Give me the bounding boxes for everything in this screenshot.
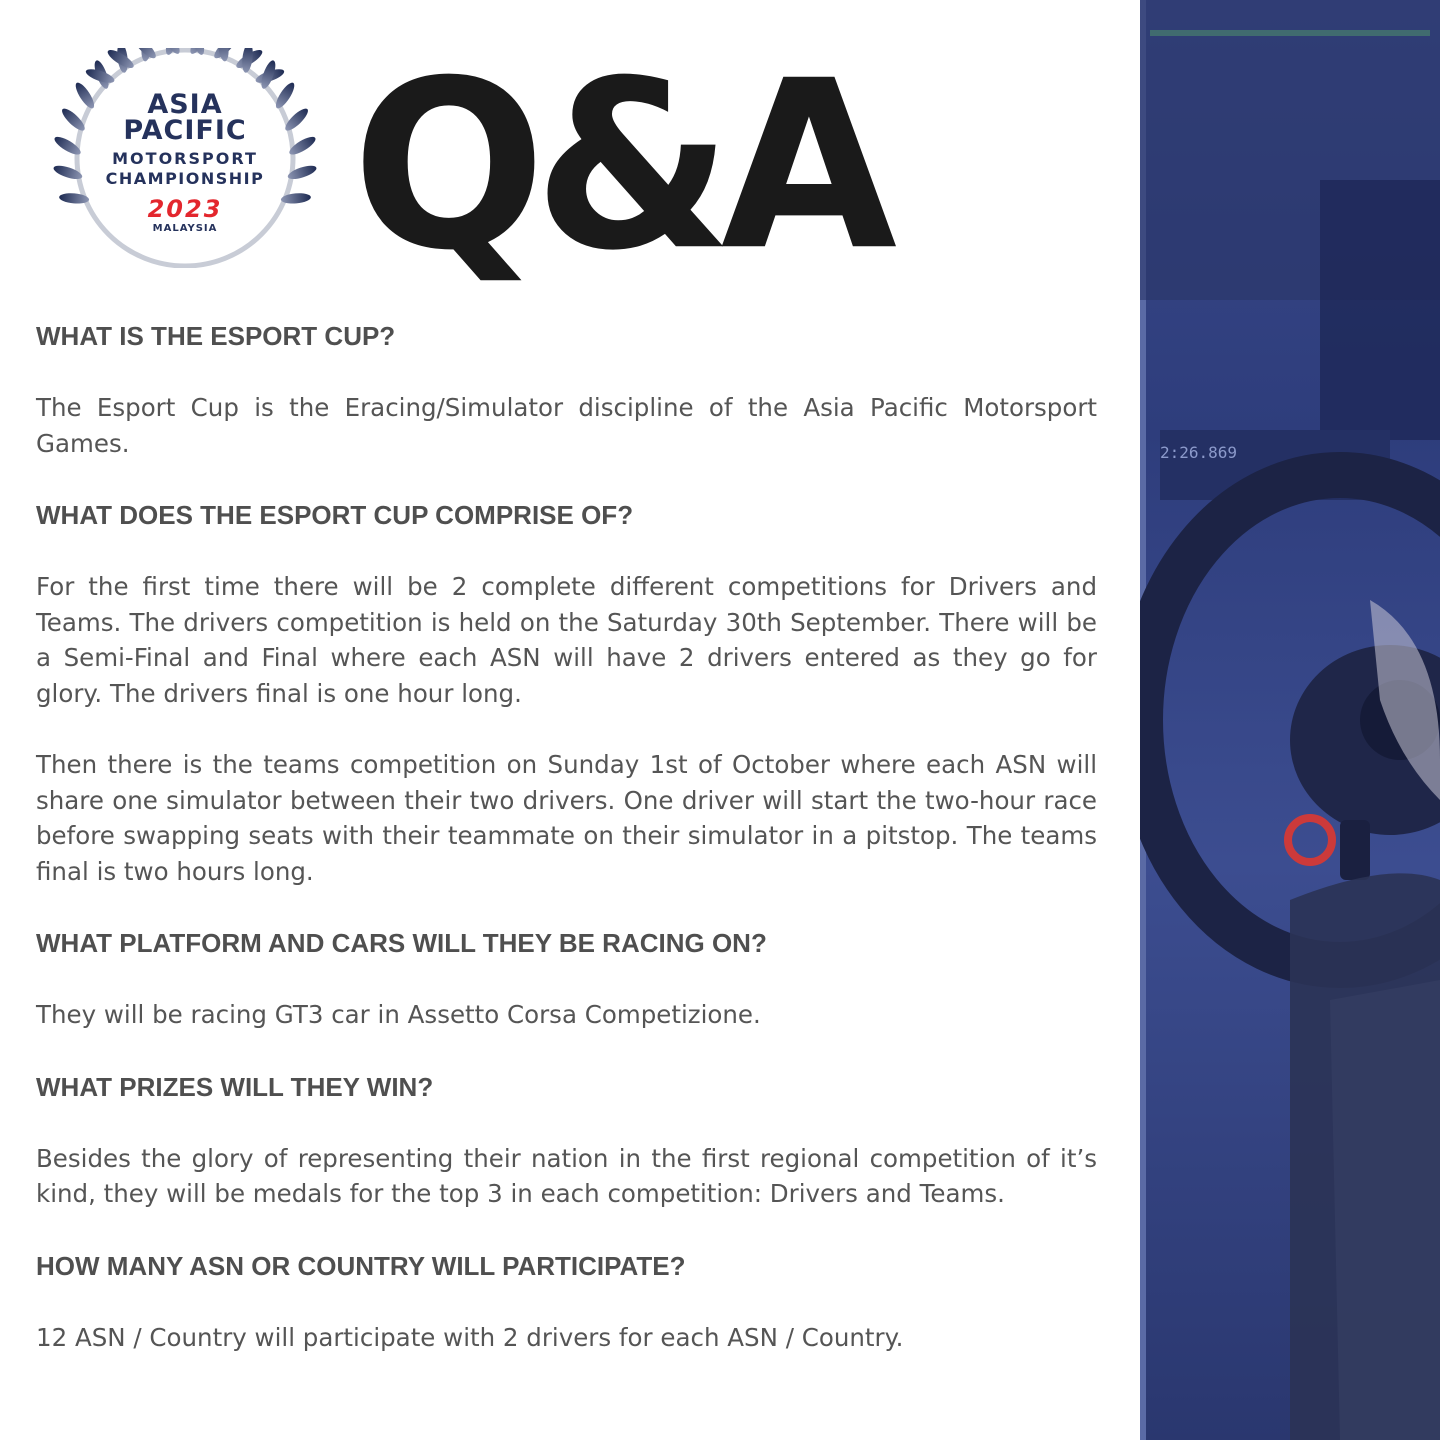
faq-question: WHAT PRIZES WILL THEY WIN? <box>36 1071 434 1102</box>
faq-answer: They will be racing GT3 car in Assetto Corsa Competizione. <box>36 1000 761 1029</box>
faq-answer: 12 ASN / Country will participate with 2 drivers for each ASN / Country. <box>36 1322 904 1352</box>
logo-line-championship: CHAMPIONSHIP <box>105 169 265 188</box>
logo-line-asia: ASIA <box>147 89 223 120</box>
faq-question: WHAT IS THE ESPORT CUP? <box>36 321 396 351</box>
steering-wheel-icon <box>1140 0 1440 1440</box>
sim-racing-photo <box>1140 0 1440 1440</box>
logo-line-motorsport: MOTORSPORT <box>112 149 258 168</box>
lap-time-readout: 2:26.869 <box>1160 443 1238 462</box>
faq-list <box>36 318 1097 1391</box>
faq-question: WHAT PLATFORM AND CARS WILL THEY BE RACING ON? <box>36 928 767 958</box>
faq-answer: The Esport Cup is the Eracing/Simulator discipline of the Asia Pacific Motorsport Games. <box>36 393 1097 458</box>
faq-answer: Then there is the teams competition on Sunday 1st of October where each ASN will share one simulator between their two drivers. One driver will start the two-hour race before swapping seats with their teammate on their simulator in a pitstop. The teams final is two hours long. <box>36 750 1097 886</box>
logo-country: MALAYSIA <box>152 223 218 234</box>
faq-answer: Besides the glory of representing their nation in the first regional competition of it’s kind, they will be medals for the top 3 in each competition: Drivers and Teams. <box>36 1143 1097 1208</box>
logo-year: 2023 <box>147 195 223 223</box>
faq-question: HOW MANY ASN OR COUNTRY WILL PARTICIPATE? <box>36 1250 686 1281</box>
championship-logo <box>40 48 330 268</box>
logo-line-pacific: PACIFIC <box>123 115 247 146</box>
faq-question: WHAT DOES THE ESPORT CUP COMPRISE OF? <box>36 500 634 530</box>
faq-answer: For the first time there will be 2 complete different competitions for Drivers and Teams. The drivers competition is held on the Saturday 30th September. There will be a Semi-Final and Final where each ASN will have 2 drivers entered as they go for glory. The drivers final is one hour long. <box>36 572 1097 708</box>
page-title: Q&A <box>352 30 886 302</box>
